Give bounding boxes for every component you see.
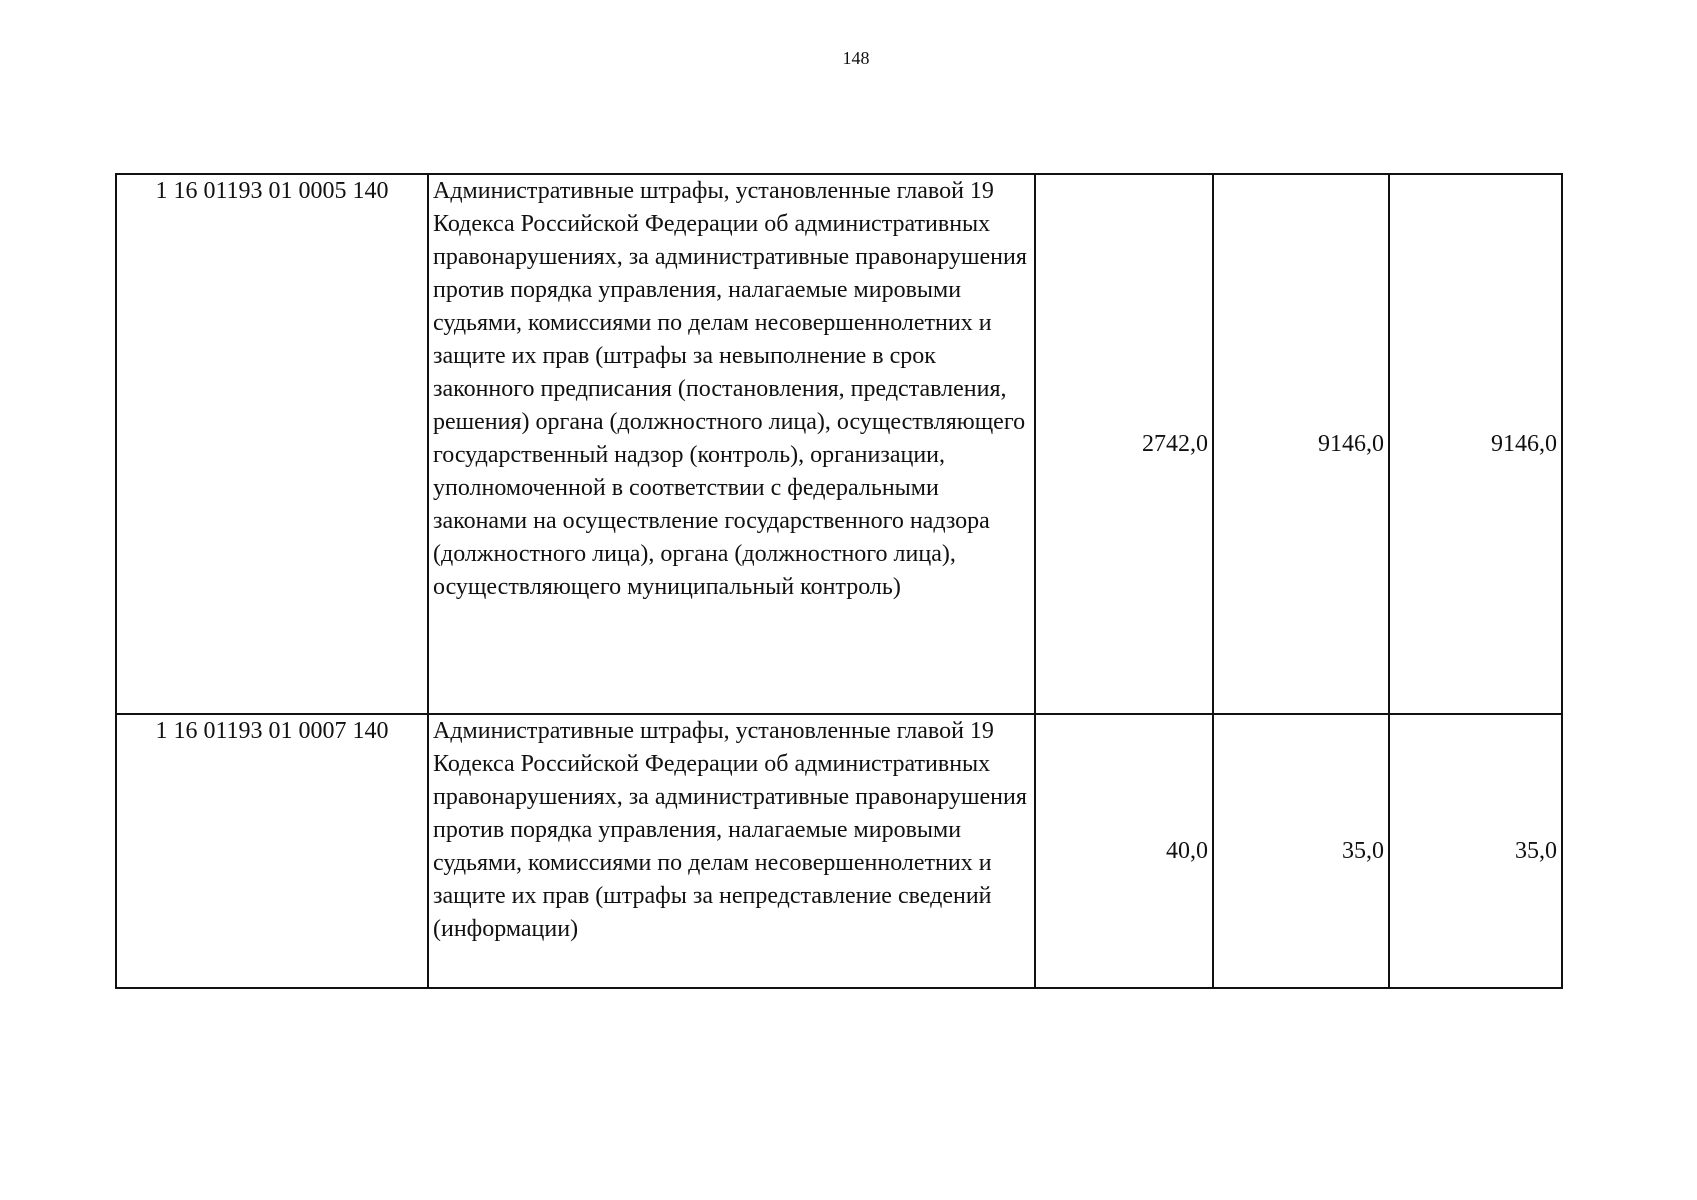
budget-table (115, 173, 1563, 989)
classification-code: 1 16 01193 01 0005 140 (116, 174, 428, 714)
amount-column-3: 35,0 (1389, 714, 1562, 988)
table-row (116, 174, 1562, 714)
classification-code: 1 16 01193 01 0007 140 (116, 714, 428, 988)
income-description: Административные штрафы, установленные главой 19 Кодекса Российской Федерации об административных правонарушениях, за административные правонарушения против порядка управления, налагаемые мировыми судьями, комиссиями по делам несовершеннолетних и защите их прав (штрафы за непредставление сведений (информации) (428, 714, 1035, 988)
amount-column-1: 2742,0 (1035, 174, 1213, 714)
amount-column-2: 35,0 (1213, 714, 1389, 988)
amount-column-1: 40,0 (1035, 714, 1213, 988)
page-number: 148 (842, 48, 870, 68)
amount-column-2: 9146,0 (1213, 174, 1389, 714)
table-row (116, 714, 1562, 988)
income-description: Административные штрафы, установленные главой 19 Кодекса Российской Федерации об административных правонарушениях, за административные правонарушения против порядка управления, налагаемые мировыми судьями, комиссиями по делам несовершеннолетних и защите их прав (штрафы за невыполнение в срок законного предписания (постановления, представления, решения) органа (должностного лица), осуществляющего государственный надзор (контроль), организации, уполномоченной в соответствии с федеральными законами на осуществление государственного надзора (должностного лица), органа (должностного лица), осуществляющего муниципальный контроль) (428, 174, 1035, 714)
amount-column-3: 9146,0 (1389, 174, 1562, 714)
